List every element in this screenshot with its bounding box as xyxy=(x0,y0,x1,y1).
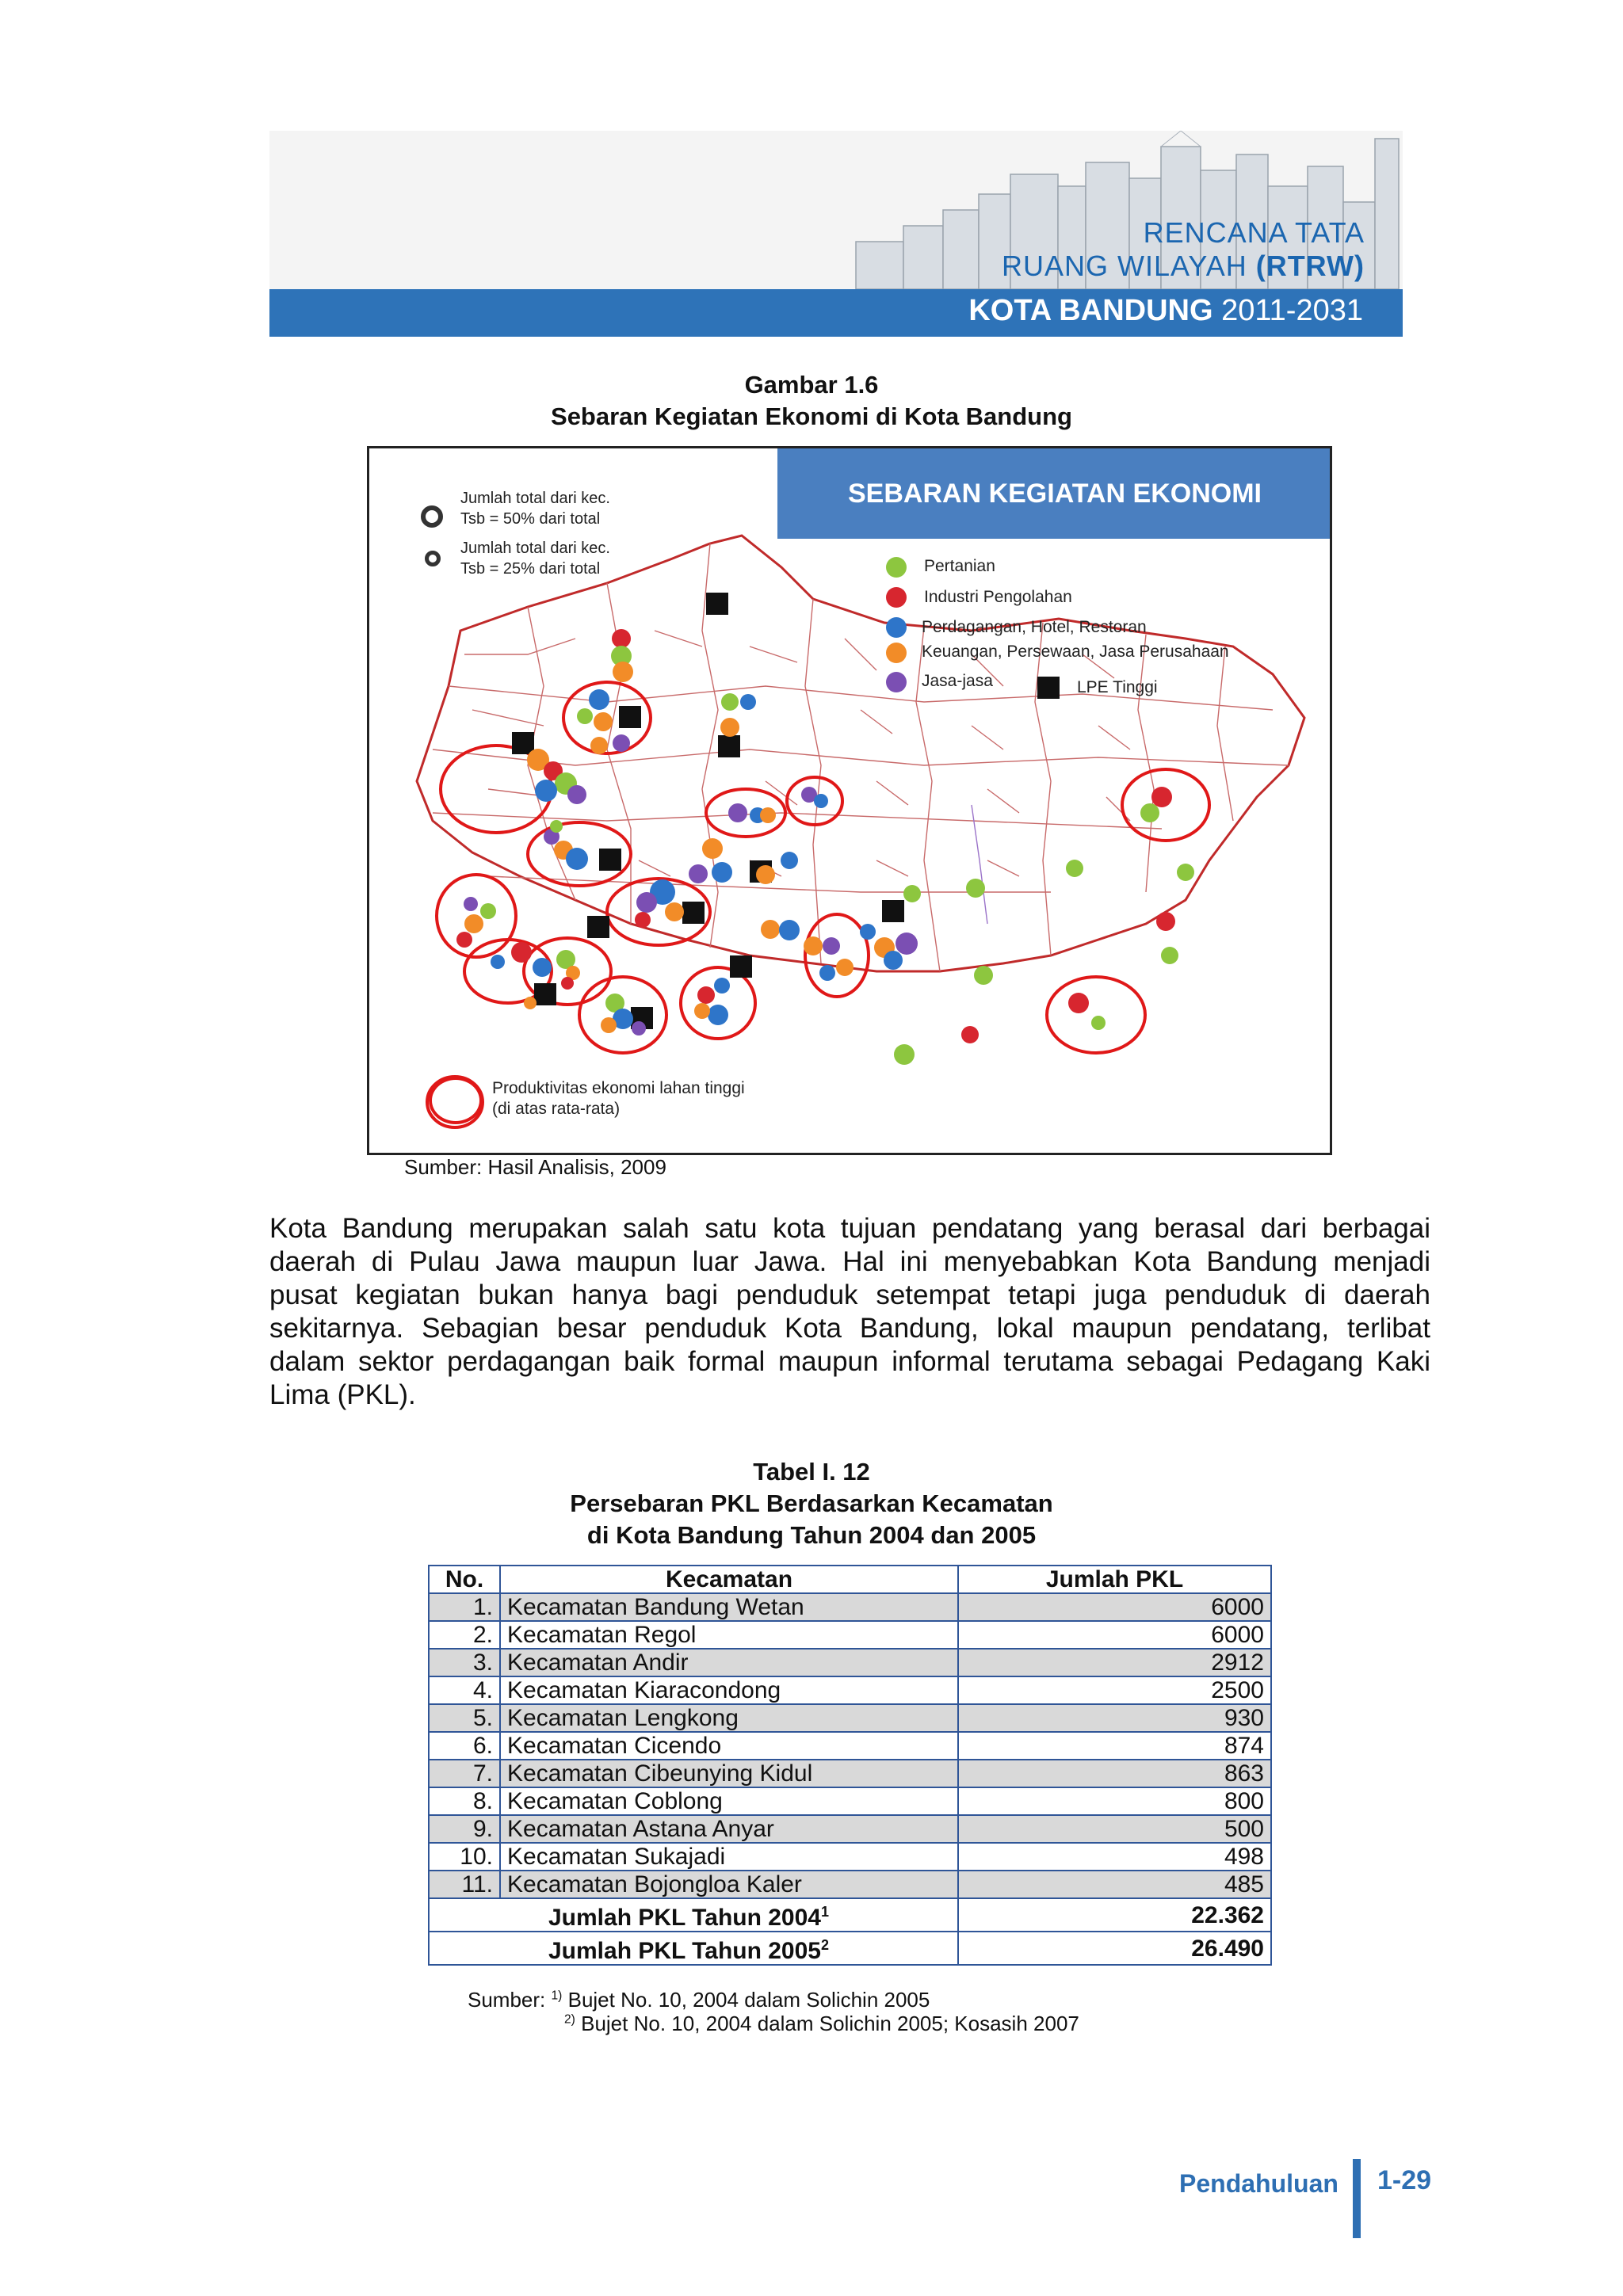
table-row: 7. Kecamatan Cibeunying Kidul 863 xyxy=(429,1760,1271,1787)
body-paragraph: Kota Bandung merupakan salah satu kota tujuan pendatang yang berasal dari berbagai daerah di Pulau Jawa maupun luar Jawa. Hal ini menyebabkan Kota Bandung menjadi pusat kegiatan bukan hanya bagi penduduk setempat tetapi juga penduduk di daerah sekitarnya. Sebagian besar penduduk Kota Bandung, lokal maupun pendatang, terlibat dalam sektor perdagangan baik formal maupun informal terutama sebagai Pedagang Kaki Lima (PKL). xyxy=(269,1213,1430,1410)
page-number: 1-29 xyxy=(1377,2165,1432,2195)
header-jumlah: Jumlah PKL xyxy=(958,1566,1271,1593)
perdagangan-legend-icon xyxy=(886,617,907,638)
table-row: 1. Kecamatan Bandung Wetan 6000 xyxy=(429,1593,1271,1621)
table-row: 2. Kecamatan Regol 6000 xyxy=(429,1621,1271,1649)
pertanian-legend-label: Pertanian xyxy=(924,557,995,575)
table-row: 4. Kecamatan Kiaracondong 2500 xyxy=(429,1676,1271,1704)
figure-title: Sebaran Kegiatan Ekonomi di Kota Bandung xyxy=(551,402,1072,430)
table-number: Tabel I. 12 xyxy=(753,1458,870,1486)
productivity-legend-text: Produktivitas ekonomi lahan tinggi (di atas rata-rata) xyxy=(492,1079,745,1118)
table-row: 3. Kecamatan Andir 2912 xyxy=(429,1649,1271,1676)
header-banner xyxy=(269,131,1403,337)
size-legend-large-text: Jumlah total dari kec. Tsb = 50% dari total xyxy=(460,490,610,528)
figure-number: Gambar 1.6 xyxy=(744,371,879,399)
industri-legend-label: Industri Pengolahan xyxy=(924,588,1072,606)
rtrw-line-1: RENCANA TATA xyxy=(1143,216,1365,249)
size-legend-large-icon xyxy=(421,505,443,528)
table-title-1: Persebaran PKL Berdasarkan Kecamatan xyxy=(570,1489,1053,1517)
jasa-legend-icon xyxy=(886,672,907,692)
header-no: No. xyxy=(429,1566,500,1593)
table-row: 10. Kecamatan Sukajadi 498 xyxy=(429,1843,1271,1871)
figure-source: Sumber: Hasil Analisis, 2009 xyxy=(404,1155,666,1179)
map-frame xyxy=(367,446,1332,1155)
productivity-legend-icon xyxy=(429,1077,483,1124)
footer-section-label: Pendahuluan xyxy=(1179,2169,1338,2198)
table-header-row xyxy=(429,1566,1271,1593)
rtrw-line-2: RUANG WILAYAH (RTRW) xyxy=(1002,250,1365,282)
keuangan-legend-icon xyxy=(886,643,907,663)
footer-divider xyxy=(1353,2159,1361,2238)
pertanian-legend-icon xyxy=(886,557,907,578)
lpe-legend-icon xyxy=(1037,677,1060,699)
industri-legend-icon xyxy=(886,587,907,608)
total-2004-row: Jumlah PKL Tahun 2004$^1$ 22.362 xyxy=(429,1898,1271,1932)
map-title: SEBARAN KEGIATAN EKONOMI xyxy=(777,448,1332,539)
table-row: 8. Kecamatan Coblong 800 xyxy=(429,1787,1271,1815)
table-title-2: di Kota Bandung Tahun 2004 dan 2005 xyxy=(586,1521,1037,1549)
table-source-1: Sumber: $^{1)}$ Bujet No. 10, 2004 dalam Solichin 2005 xyxy=(468,1988,930,2012)
table-row: 6. Kecamatan Cicendo 874 xyxy=(429,1732,1271,1760)
header-kecamatan: Kecamatan xyxy=(500,1566,958,1593)
size-legend-small-text: Jumlah total dari kec. Tsb = 25% dari total xyxy=(460,540,610,578)
jasa-legend-label: Jasa-jasa xyxy=(922,672,993,690)
perdagangan-legend-label: Perdagangan, Hotel, Restoran xyxy=(922,618,1147,636)
keuangan-legend-label: Keuangan, Persewaan, Jasa Perusahaan xyxy=(922,643,1229,661)
pkl-table xyxy=(428,1565,1272,1966)
size-legend-small-icon xyxy=(425,551,441,566)
total-2005-row: Jumlah PKL Tahun 2005$^2$ 26.490 xyxy=(429,1932,1271,1965)
table-row: 5. Kecamatan Lengkong 930 xyxy=(429,1704,1271,1732)
table-row: 9. Kecamatan Astana Anyar 500 xyxy=(429,1815,1271,1843)
lpe-legend-label: LPE Tinggi xyxy=(1077,678,1158,696)
rtrw-line-3: KOTA BANDUNG 2011-2031 xyxy=(968,294,1363,327)
table-source-2: $^{2)}$ Bujet No. 10, 2004 dalam Solichin 2005; Kosasih 2007 xyxy=(564,2012,1079,2035)
table-row: 11. Kecamatan Bojongloa Kaler 485 xyxy=(429,1871,1271,1898)
